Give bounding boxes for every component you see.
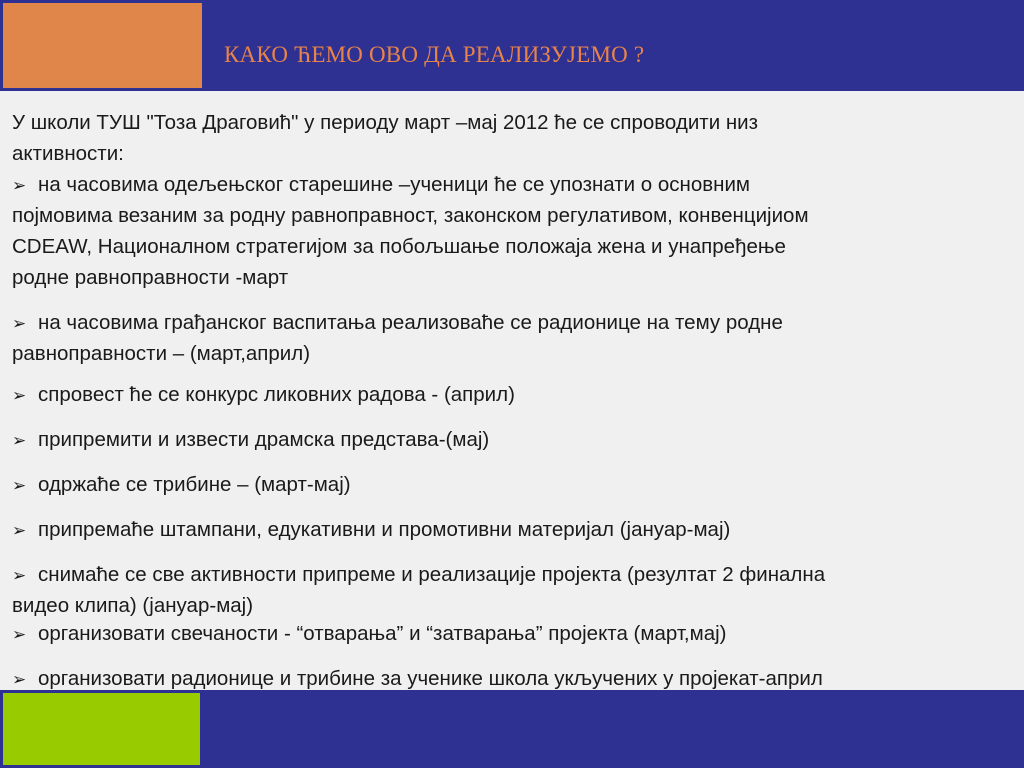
bullet-arrow-icon: ➢: [12, 314, 27, 334]
line-text: У школи ТУШ "Тоза Драговић" у периоду март –мај 2012 ће се спроводити низ: [12, 111, 759, 134]
green-accent-block: [3, 693, 200, 765]
line-text: припремаће штампани, едукативни и промотивни материјал (јануар-мај): [38, 518, 731, 541]
intro-line: [12, 138, 124, 169]
slide-title: КАКО ЋЕМО ОВО ДА РЕАЛИЗУЈЕМО ?: [224, 42, 645, 67]
line-text: видео клипа) (јануар-мај): [12, 594, 254, 617]
bullet-arrow-icon: ➢: [12, 670, 27, 690]
bullet-item-continuation: [12, 590, 253, 621]
line-text: организовати свечаности - “отварања” и “затварања” пројекта (март,мај): [38, 622, 727, 645]
bullet-arrow-icon: ➢: [12, 476, 27, 496]
line-text: равноправности – (март,април): [12, 342, 311, 365]
bullet-item: [12, 514, 730, 547]
line-text: снимаће се све активности припреме и реализације пројекта (резултат 2 финална: [38, 563, 826, 586]
bullet-item: [12, 379, 515, 412]
bullet-item-continuation: [12, 200, 809, 231]
line-text: одржаће се трибине – (март-мај): [38, 473, 351, 496]
bullet-arrow-icon: ➢: [12, 521, 27, 541]
bullet-arrow-icon: ➢: [12, 386, 27, 406]
line-text: на часовима одељењског старешине –ученици ће се упознати о основним: [38, 173, 751, 196]
line-text: организовати радионице и трибине за ученике школа укључених у пројекат-април: [38, 667, 823, 690]
bullet-item-continuation: [12, 231, 786, 262]
bullet-item: [12, 618, 727, 651]
line-text: појмовима везаним за родну равноправност, законском регулативом, конвенцијиом: [12, 204, 809, 227]
bullet-arrow-icon: ➢: [12, 431, 27, 451]
bullet-item: [12, 559, 825, 592]
orange-accent-block: [3, 3, 202, 88]
bullet-item-continuation: [12, 338, 310, 369]
bullet-item: [12, 169, 750, 202]
bullet-item: [12, 307, 783, 340]
bullet-item: [12, 469, 351, 502]
bullet-item: [12, 424, 489, 457]
intro-line: [12, 107, 758, 138]
bullet-arrow-icon: ➢: [12, 625, 27, 645]
bullet-arrow-icon: ➢: [12, 176, 27, 196]
line-text: активности:: [12, 142, 124, 165]
bullet-arrow-icon: ➢: [12, 566, 27, 586]
bullet-item-continuation: [12, 262, 288, 293]
line-text: родне равноправности -март: [12, 266, 289, 289]
line-text: припремити и извести драмска представа-(мај): [38, 428, 490, 451]
line-text: на часовима грађанског васпитања реализоваће се радионице на тему родне: [38, 311, 783, 334]
line-text: спровест ће се конкурс ликовних радова - (април): [38, 383, 515, 406]
line-text: CDEAW, Националном стратегијом за побољшање положаја жена и унапређење: [12, 235, 786, 258]
